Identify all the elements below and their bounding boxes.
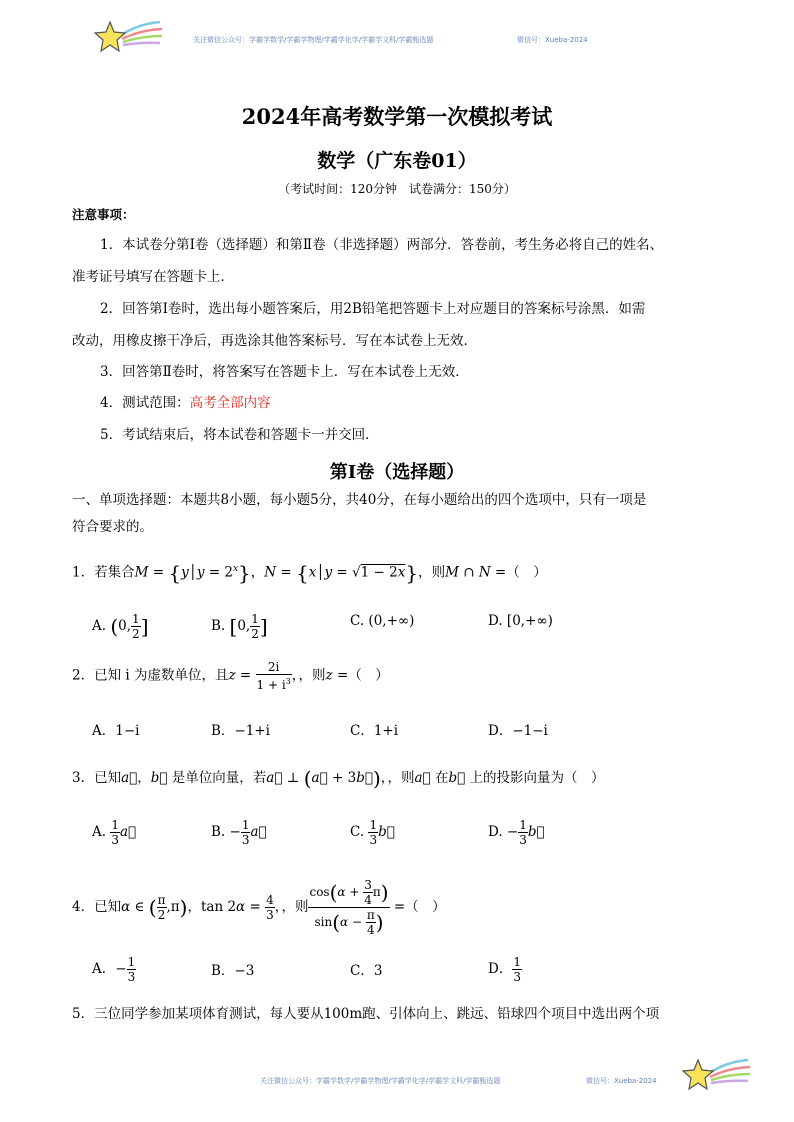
question-4-stem: 4．已知α ∈ ( $\frac{\pi}{2}$ ,π)，tan 2α = $\frac{4}{3}$ ，，则 cos(α + $\frac{3}{4}$ π) sin(α − $\frac{\pi}{4}$ ) =（ ） bbox=[72, 878, 446, 937]
star-logo-bottom bbox=[680, 1052, 752, 1098]
exam-info: （考试时间：120分钟 试卷满分：150分） bbox=[278, 182, 516, 196]
q4-option-d-label: D． bbox=[488, 961, 513, 977]
q1-option-a-label: A. bbox=[92, 618, 107, 634]
section-title: 第Ⅰ卷（选择题） bbox=[329, 462, 465, 483]
notice-item-5: 5．考试结束后，将本试卷和答题卡一并交回． bbox=[100, 427, 379, 443]
question-1-number: 1． bbox=[72, 564, 95, 581]
q1-option-b-label: B. bbox=[211, 618, 226, 634]
notice-item-2a: 2．回答第Ⅰ卷时，选出每小题答案后，用2B铅笔把答题卡上对应题目的答案标号涂黑．如需 bbox=[100, 301, 646, 317]
q3-option-d[interactable]: D. − $\frac{1}{3}$ b⃗ bbox=[488, 818, 545, 847]
question-5-stem: 5．三位同学参加某项体育测试，每人要从100m跑、引体向上、跳远、铅球四个项目中选出两个项 bbox=[72, 1006, 660, 1022]
notice-item-4 bbox=[100, 395, 271, 411]
footer-wechat: 微信号：Xueba-2024 bbox=[586, 1077, 657, 1085]
exam-title: 2024年高考数学第一次模拟考试 bbox=[241, 104, 553, 129]
question-2-blank: （ ） bbox=[348, 667, 389, 684]
question-3-text-d: 在 bbox=[434, 770, 449, 786]
q4-option-a-label: A． bbox=[92, 961, 116, 977]
question-3-text: 已知 bbox=[94, 770, 122, 786]
star-logo-top bbox=[92, 14, 164, 60]
q3-option-b[interactable]: B. − $\frac{1}{3}$ a⃗ bbox=[211, 818, 267, 847]
question-1-text: 若集合 bbox=[94, 564, 135, 581]
notice-item-3: 3．回答第Ⅱ卷时，将答案写在答题卡上．写在本试卷上无效． bbox=[100, 364, 469, 380]
q1-option-a[interactable]: A. (0, $\frac{1}{2}$ ] bbox=[92, 612, 149, 641]
q1-option-c-label: C. bbox=[350, 613, 365, 629]
q1-option-d-label: D. bbox=[488, 613, 503, 629]
exam-subtitle: 数学（广东卷01） bbox=[317, 150, 477, 172]
header-top-text: 关注微信公众号：学霸学数学/学霸学物理/学霸学化学/学霸学文科/学霸甄选题 bbox=[193, 36, 434, 44]
q4-option-d[interactable]: D． $\frac{1}{3}$ bbox=[488, 955, 521, 984]
notice-item-1a: 1．本试卷分第Ⅰ卷（选择题）和第Ⅱ卷（非选择题）两部分．答卷前，考生务必将自己的姓名、 bbox=[100, 237, 664, 253]
q3-option-a[interactable]: A. $\frac{1}{3}$ a⃗ bbox=[92, 818, 137, 847]
question-1-stem: 1．若集合M = {y│y = $2^x$}，N = {x│y = √1 − 2x}，则M ∩ N =（ ） bbox=[72, 561, 547, 585]
question-2-text: 已知 bbox=[94, 667, 122, 684]
question-3-text-e: 上的投影向量为（ ） bbox=[469, 770, 605, 786]
footer-text: 关注微信公众号：学霸学数学/学霸学物理/学霸学化学/学霸学文科/学霸甄选题 bbox=[260, 1077, 501, 1085]
notice-heading: 注意事项： bbox=[72, 207, 135, 222]
section-instruction-2: 符合要求的。 bbox=[72, 519, 153, 535]
question-3-stem: 3．已知a⃗，b⃗ 是单位向量，若a⃗ ⊥ (a⃗ + 3b⃗)，，则a⃗ 在b⃗ 上的投影向量为（ ） bbox=[72, 766, 605, 791]
question-2-stem: 2．已知 i 为虚数单位，且z = $\frac{2i}{1 + i^3}$ ，，则z =（ ） bbox=[72, 660, 389, 692]
q1-option-d[interactable]: D. [0,+∞) bbox=[488, 613, 553, 629]
question-2-number: 2． bbox=[72, 667, 95, 684]
notice-item-4-value: 高考全部内容 bbox=[189, 395, 271, 411]
question-4-sep: ， bbox=[187, 899, 201, 915]
q3-option-d-label: D. bbox=[488, 824, 503, 840]
q4-option-a[interactable]: A．− $\frac{1}{3}$ bbox=[92, 955, 136, 984]
question-3-number: 3． bbox=[72, 770, 95, 786]
question-2-text-c: ，则 bbox=[298, 667, 326, 684]
notice-item-1b: 准考证号填写在答题卡上． bbox=[72, 269, 234, 285]
question-4-blank: （ ） bbox=[405, 899, 446, 915]
q1-option-b[interactable]: B. [0, $\frac{1}{2}$ ] bbox=[211, 612, 268, 641]
question-3-text-b: 是单位向量，若 bbox=[171, 770, 267, 786]
notice-item-4-label: 4．测试范围： bbox=[100, 395, 190, 411]
header-top-wechat: 微信号：Xueba-2024 bbox=[517, 36, 588, 44]
q4-option-b[interactable]: B．−3 bbox=[211, 963, 255, 979]
q2-option-a[interactable]: A．1−i bbox=[92, 723, 140, 739]
q3-option-b-label: B. bbox=[211, 824, 226, 840]
section-instruction-1: 一、单项选择题：本题共8小题，每小题5分，共40分，在每小题给出的四个选项中，只有一项是 bbox=[72, 492, 647, 508]
q3-option-c-label: C. bbox=[350, 824, 365, 840]
q2-option-c[interactable]: C．1+i bbox=[350, 723, 399, 739]
q4-option-c[interactable]: C．3 bbox=[350, 963, 383, 979]
question-4-text-c: ，则 bbox=[281, 899, 309, 915]
q2-option-b[interactable]: B．−1+i bbox=[211, 723, 270, 739]
question-1-text-b: ，则 bbox=[418, 564, 446, 581]
question-4-number: 4． bbox=[72, 899, 95, 915]
q3-option-c[interactable]: C. $\frac{1}{3}$ b⃗ bbox=[350, 818, 395, 847]
q3-option-a-label: A. bbox=[92, 824, 107, 840]
q2-option-d[interactable]: D．−1−i bbox=[488, 723, 548, 739]
question-3-text-c: ，则 bbox=[387, 770, 415, 786]
question-4-text: 已知 bbox=[94, 899, 122, 915]
question-2-text-b: 为虚数单位，且 bbox=[134, 667, 229, 684]
notice-item-2b: 改动，用橡皮擦干净后，再选涂其他答案标号．写在本试卷上无效． bbox=[72, 333, 477, 349]
q1-option-c[interactable]: C. (0,+∞) bbox=[350, 613, 415, 629]
